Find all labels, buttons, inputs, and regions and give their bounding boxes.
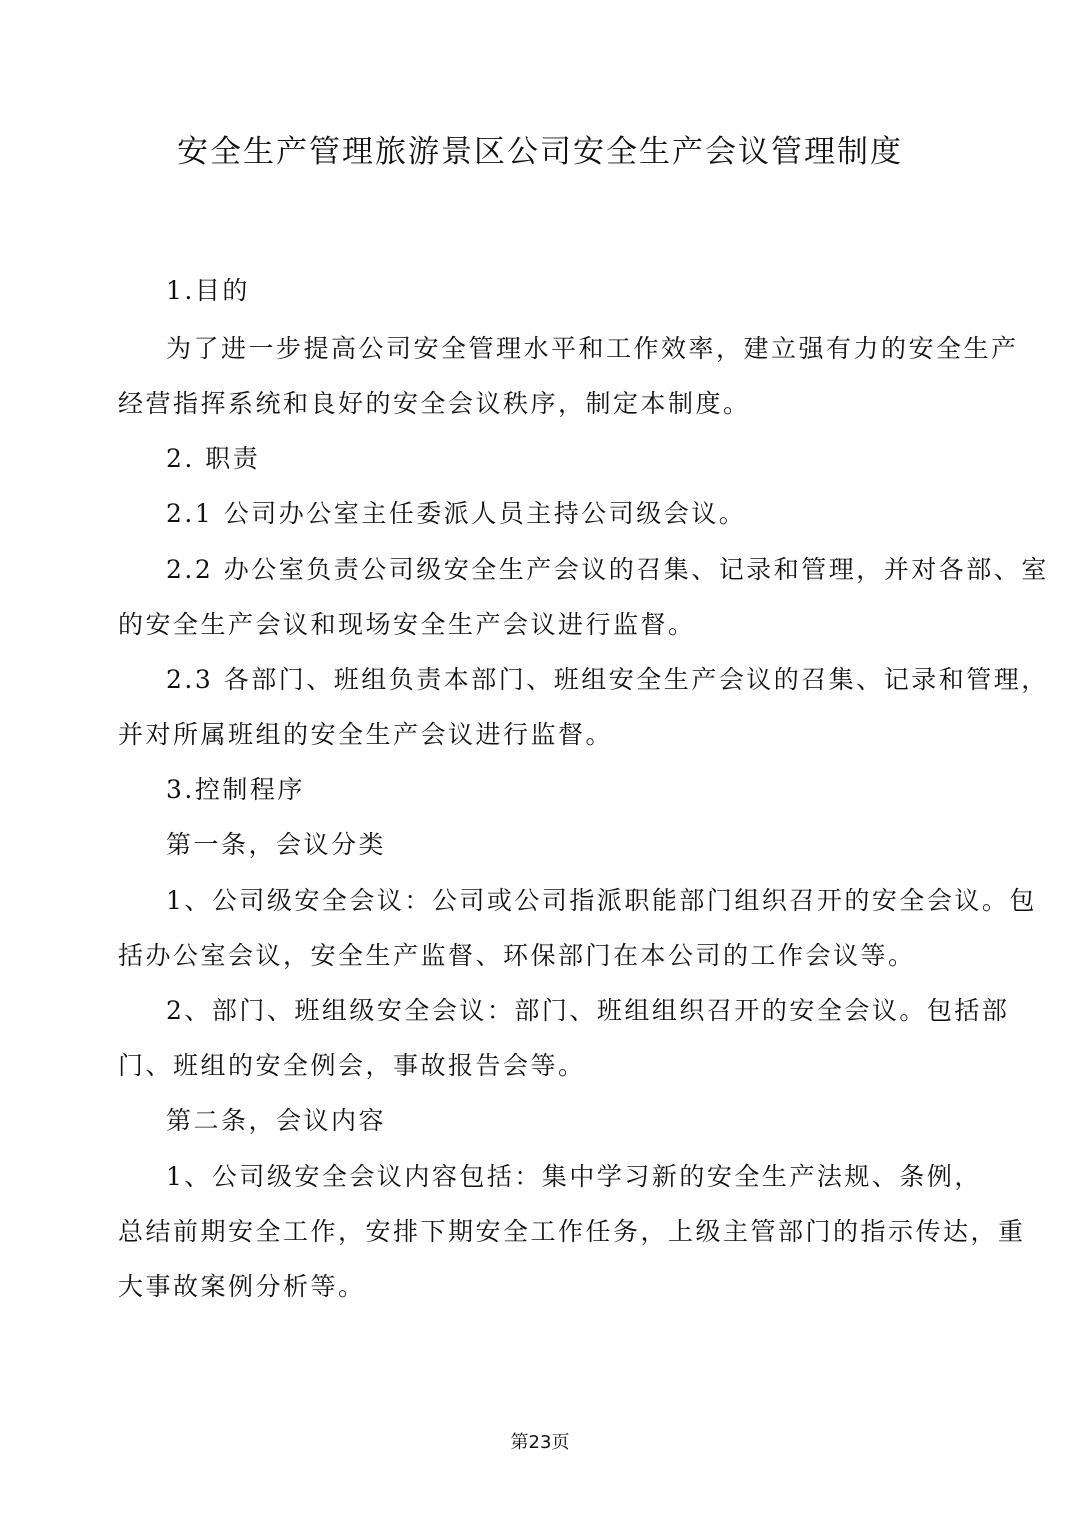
paragraph-line: 门、班组的安全例会，事故报告会等。 — [118, 1051, 586, 1080]
paragraph-line: 2.3 各部门、班组负责本部门、班组安全生产会议的召集、记录和管理， — [166, 665, 1049, 694]
paragraph-line: 为了进一步提高公司安全管理水平和工作效率，建立强有力的安全生产 — [166, 334, 1019, 363]
paragraph-line: 经营指挥系统和良好的安全会议秩序，制定本制度。 — [118, 389, 751, 418]
paragraph-line: 2、部门、班组级安全会议：部门、班组组织召开的安全会议。包括部 — [166, 996, 1010, 1025]
paragraph-line: 2.1 公司办公室主任委派人员主持公司级会议。 — [166, 499, 747, 528]
paragraph-line: 并对所属班组的安全生产会议进行监督。 — [118, 720, 614, 749]
section-heading-duties: 2. 职责 — [166, 444, 261, 473]
article-heading-content: 第二条，会议内容 — [166, 1106, 387, 1135]
page-number: 第23页 — [510, 1432, 570, 1453]
section-heading-purpose: 1.目的 — [166, 276, 250, 305]
paragraph-line: 的安全生产会议和现场安全生产会议进行监督。 — [118, 610, 696, 639]
paragraph-line: 2.2 办公室负责公司级安全生产会议的召集、记录和管理，并对各部、室 — [166, 555, 1049, 584]
paragraph-line: 大事故案例分析等。 — [118, 1272, 366, 1301]
article-heading-classification: 第一条，会议分类 — [166, 830, 387, 859]
paragraph-line: 括办公室会议，安全生产监督、环保部门在本公司的工作会议等。 — [118, 941, 916, 970]
paragraph-line: 1、公司级安全会议内容包括：集中学习新的安全生产法规、条例， — [166, 1162, 982, 1191]
document-title: 安全生产管理旅游景区公司安全生产会议管理制度 — [177, 134, 903, 170]
paragraph-line: 总结前期安全工作，安排下期安全工作任务，上级主管部门的指示传达，重 — [118, 1217, 1026, 1246]
paragraph-line: 1、公司级安全会议：公司或公司指派职能部门组织召开的安全会议。包 — [166, 886, 1037, 915]
section-heading-procedure: 3.控制程序 — [166, 775, 305, 804]
